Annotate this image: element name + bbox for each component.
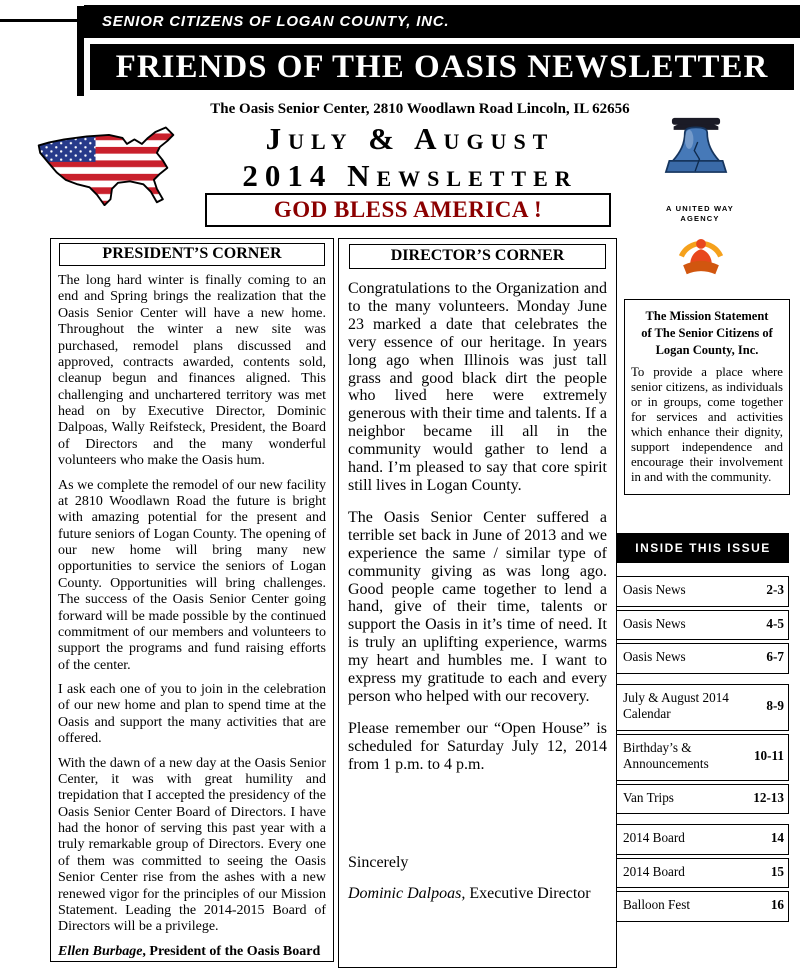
mission-heading-line: The Mission Statement: [645, 309, 769, 323]
toc-label: 2014 Board: [623, 830, 685, 845]
directors-corner-heading: [349, 244, 606, 269]
directors-corner-column: [338, 238, 617, 968]
toc-pages: 14: [770, 830, 784, 845]
mission-statement-body: To provide a place where senior citizens, as individuals or in groups, come together for services and activities which enhance their dignity, support independence and encourage their involvement in and with the community.: [631, 364, 783, 485]
united-way-caption-line1: A UNITED WAY: [665, 204, 735, 213]
presidents-corner-paragraph: I ask each one of you to join in the celebration of our new home and plan to spend time at the Oasis and support the many activities that are offered.: [58, 682, 326, 747]
presidents-corner-column: [50, 238, 334, 962]
presidents-corner-signature: [58, 944, 326, 960]
toc-pages: 6-7: [766, 649, 784, 664]
god-bless-text: GOD BLESS AMERICA !: [273, 197, 543, 222]
toc-label: Van Trips: [623, 789, 674, 805]
inside-this-issue-table: [616, 576, 789, 925]
toc-pages: 10-11: [753, 747, 784, 763]
presidents-corner-heading-text: PRESIDENT’S CORNER: [102, 245, 282, 262]
toc-row: [616, 858, 789, 889]
newsletter-title-text: FRIENDS OF THE OASIS NEWSLETTER: [115, 48, 769, 85]
toc-pages: 2-3: [766, 582, 784, 597]
presidents-corner-paragraph: With the dawn of a new day at the Oasis Senior Center, it was with great humility and trepidation that I accepted the presidency of the Oasis Senior Center Board of Directors. I have had the honor of serving this past year with a truly remarkable group of Directors. Every one of them was committed to seeing the Oasis Senior Center rise from the ashes with a new renewed vigor for the principles of our Mission Statement. Leading the 2014-2015 Board of Directors will be a privilege.: [58, 755, 326, 935]
masthead-horizontal-rule: [0, 19, 78, 22]
toc-row: [616, 684, 789, 731]
toc-label: Oasis News: [623, 649, 686, 664]
toc-label: 2014 Board: [623, 863, 685, 879]
inside-this-issue-title: INSIDE THIS ISSUE: [635, 541, 771, 555]
issue-year-line: 2014 Newsletter: [242, 158, 578, 194]
inside-this-issue-header: [617, 533, 789, 563]
directors-corner-heading-text: DIRECTOR’S CORNER: [390, 247, 565, 264]
president-signature-title: , President of the Oasis Board: [142, 943, 321, 959]
toc-label: Balloon Fest: [623, 897, 691, 912]
presidents-corner-paragraph: As we complete the remodel of our new facility at 2810 Woodlawn Road the future is bright with amazing potential for the present and future seniors of Logan County. The opening of our new home will bring many new opportunities to service the seniors of Logan County. Opportunities will bring challenges. The success of the Oasis Senior Center going forward will be made possible by the continued commitment of our members and volunteers to support the programs and fund raising efforts of the center.: [58, 477, 326, 673]
toc-row: [616, 610, 789, 641]
masthead-vertical-rule: [77, 6, 84, 96]
toc-pages: 16: [770, 897, 784, 912]
united-way-caption-line2: AGENCY: [680, 214, 720, 224]
president-signature-name: Ellen Burbage: [58, 943, 143, 959]
toc-pages: 15: [770, 863, 784, 879]
issue-month-line: July & August: [265, 121, 555, 156]
toc-row: [616, 576, 789, 607]
liberty-bell-icon: [653, 110, 739, 198]
toc-label: Oasis News: [623, 582, 686, 597]
toc-pages: 12-13: [753, 789, 784, 805]
toc-row: [616, 784, 789, 815]
director-signature-name: Dominic Dalpoas,: [348, 885, 466, 903]
issue-heading: [200, 122, 620, 193]
newsletter-title-banner: [90, 44, 794, 90]
usa-flag-map-icon: [33, 120, 185, 206]
directors-corner-paragraph: Please remember our “Open House” is scheduled for Saturday July 12, 2014 from 1 p.m. to 4 p.m.: [348, 719, 607, 773]
mission-statement-box: [624, 299, 790, 495]
org-banner: [84, 5, 800, 38]
directors-corner-paragraph: Congratulations to the Organization and to the many volunteers. Monday June 23 marked a date that celebrates the very essence of our heritage. In years long ago when Illinois was just tall grass and good black dirt the people who lived here were extremely generous with their time and talents. If a neighbor became ill all in the community would gather to lend a hand. I’m pleased to say that core spirit still lives in Logan County.: [348, 280, 607, 494]
toc-pages: 4-5: [766, 615, 784, 631]
toc-row: [616, 643, 789, 674]
org-banner-text: SENIOR CITIZENS OF LOGAN COUNTY, INC.: [102, 13, 450, 30]
directors-corner-closing: Sincerely: [348, 853, 409, 871]
directors-corner-signature: [348, 885, 607, 903]
presidents-corner-heading: [59, 243, 325, 266]
united-way-caption: [648, 204, 752, 224]
toc-label: July & August 2014 Calendar: [623, 689, 729, 721]
mission-heading-line: Logan County, Inc.: [655, 342, 759, 357]
toc-pages: 8-9: [766, 697, 784, 713]
toc-row: [616, 891, 789, 922]
mission-heading-line: of The Senior Citizens of: [641, 325, 773, 340]
address-line: The Oasis Senior Center, 2810 Woodlawn Road Lincoln, IL 62656: [210, 101, 630, 117]
directors-corner-paragraph: The Oasis Senior Center suffered a terrible set back in June of 2013 and we experience the same / similar type of community giving as was long ago. Good people came together to lend a hand, give of their time, talents or support the Oasis in it’s time of need. It is truly an uplifting experience, warms my heart and humbles me. I want to express my gratitude to each and every person who helped with our recovery.: [348, 508, 607, 705]
toc-row: [616, 734, 789, 781]
united-way-logo-icon: [674, 226, 728, 276]
toc-label: Birthday’s & Announcements: [623, 739, 709, 771]
toc-label: Oasis News: [623, 615, 686, 631]
director-signature-title: Executive Director: [469, 885, 591, 903]
mission-statement-heading: [631, 308, 783, 359]
god-bless-banner: [205, 193, 611, 227]
presidents-corner-paragraph: The long hard winter is finally coming to an end and Spring brings the realization that the Oasis Senior Center will have a new home. Throughout the winter a new site was purchased, remodel plans discussed and approved, contracts awarded, contents sold, cleanup begun and finances aligned. This challenging and unchartered territory was met head on by Executive Director, Dominic Dalpoas, Wally Reifsteck, President, the Board of Directors and the many wonderful volunteers who make the Oasis hum.: [58, 273, 326, 469]
toc-row: [616, 824, 789, 855]
